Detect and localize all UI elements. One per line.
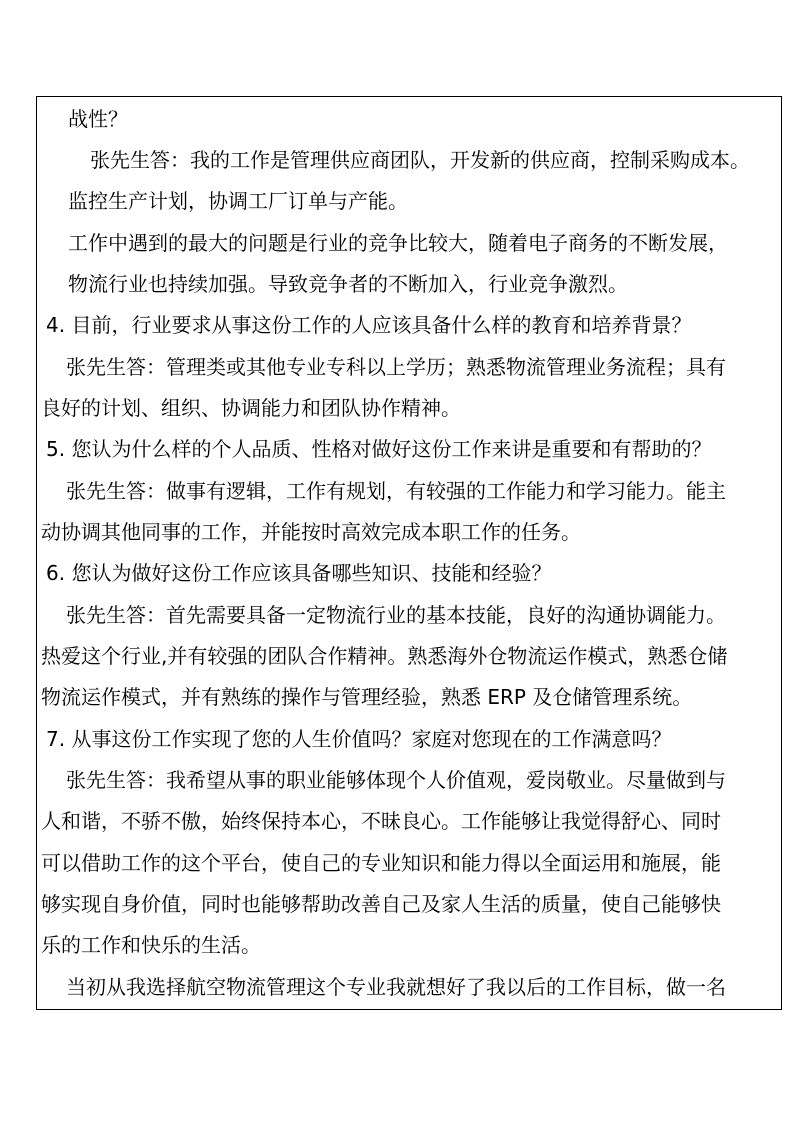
document-box (36, 96, 782, 1010)
question-4: 4. 目前，行业要求从事这份工作的人应该具备什么样的教育和培养背景？ (46, 313, 692, 337)
question-6: 6. 您认为做好这份工作应该具备哪些知识、技能和经验？ (46, 561, 552, 585)
text-line: 张先生答：首先需要具备一定物流行业的基本技能，良好的沟通协调能力。 (66, 603, 726, 627)
text-line: 热爱这个行业,并有较强的团队合作精神。熟悉海外仓物流运作模式，熟悉仓储 (41, 644, 728, 668)
text-line: 可以借助工作的这个平台，使自己的专业知识和能力得以全面运用和施展，能 (41, 851, 721, 875)
text-line: 人和谐，不骄不傲，始终保持本心，不昧良心。工作能够让我觉得舒心、同时 (41, 809, 721, 833)
text-line: 张先生答：我的工作是管理供应商团队，开发新的供应商，控制采购成本。 (90, 148, 750, 172)
text-line: 良好的计划、组织、协调能力和团队协作精神。 (41, 396, 461, 420)
text-line: 张先生答：管理类或其他专业专科以上学历；熟悉物流管理业务流程；具有 (66, 355, 726, 379)
text-line: 物流运作模式，并有熟练的操作与管理经验，熟悉 ERP 及仓储管理系统。 (41, 685, 693, 709)
text-line: 战性？ (68, 107, 128, 131)
question-5: 5. 您认为什么样的个人品质、性格对做好这份工作来讲是重要和有帮助的？ (46, 437, 712, 461)
text-line: 当初从我选择航空物流管理这个专业我就想好了我以后的工作目标，做一名 (66, 975, 726, 999)
text-line: 物流行业也持续加强。导致竞争者的不断加入，行业竞争激烈。 (68, 272, 628, 296)
text-line: 张先生答：做事有逻辑，工作有规划，有较强的工作能力和学习能力。能主 (66, 479, 726, 503)
text-line: 张先生答：我希望从事的职业能够体现个人价值观，爱岗敬业。尽量做到与 (66, 768, 726, 792)
question-7: 7. 从事这份工作实现了您的人生价值吗？家庭对您现在的工作满意吗？ (46, 727, 672, 751)
text-line: 监控生产计划，协调工厂订单与产能。 (68, 189, 408, 213)
text-line: 乐的工作和快乐的生活。 (41, 933, 261, 957)
text-line: 够实现自身价值，同时也能够帮助改善自己及家人生活的质量，使自己能够快 (41, 892, 721, 916)
text-line: 动协调其他同事的工作，并能按时高效完成本职工作的任务。 (41, 520, 581, 544)
text-line: 工作中遇到的最大的问题是行业的竞争比较大，随着电子商务的不断发展， (68, 231, 728, 255)
